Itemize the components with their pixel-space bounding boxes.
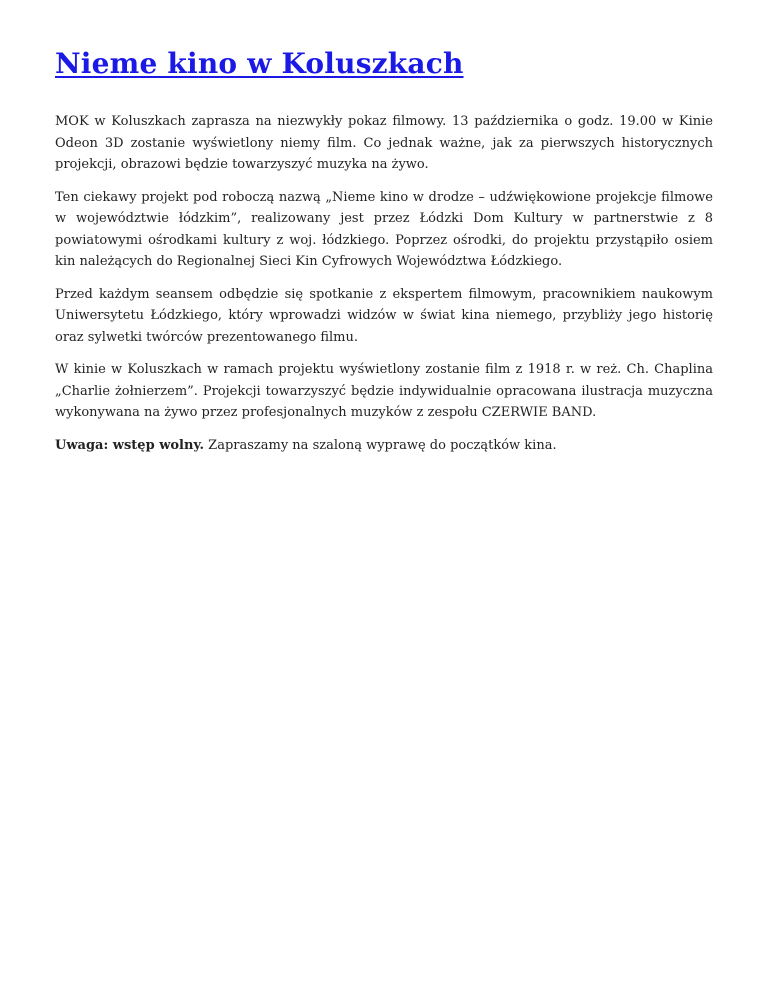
article xyxy=(55,44,713,467)
paragraph-expert: Przed każdym seansem odbędzie się spotkanie z ekspertem filmowym, pracownikiem naukowym Uniwersytetu Łódzkiego, który wprowadzi widzów w świat kina niemego, przybliży jego historię oraz sylwetki twórców prezentowanego filmu. xyxy=(55,286,713,345)
note-text: Zapraszamy na szaloną wyprawę do początków kina. xyxy=(204,437,557,453)
title-link[interactable]: Nieme kino w Koluszkach xyxy=(55,47,464,80)
paragraph-film: W kinie w Koluszkach w ramach projektu wyświetlony zostanie film z 1918 r. w reż. Ch. Chaplina „Charlie żołnierzem”. Projekcji towarzyszyć będzie indywidualnie opracowana ilustracja muzyczna wykonywana na żywo przez profesjonalnych muzyków z zespołu CZERWIE BAND. xyxy=(55,362,713,420)
note-bold: Uwaga: wstęp wolny. xyxy=(55,437,205,453)
paragraph-project: Ten ciekawy projekt pod roboczą nazwą „Nieme kino w drodze – udźwiękowione projekcje filmowe w województwie łódzkim”, realizowany jest przez Łódzki Dom Kultury w partnerstwie z 8 powiatowymi ośrodkami kultury z woj. łódzkiego. Poprzez ośrodki, do projektu przystąpiło osiem kin należących do Regionalnej Sieci Kin Cyfrowych Województwa Łódzkiego. xyxy=(55,189,713,269)
paragraph-intro: MOK w Koluszkach zaprasza na niezwykły pokaz filmowy. 13 października o godz. 19.00 w Kinie Odeon 3D zostanie wyświetlony niemy film. Co jednak ważne, jak za pierwszych historycznych projekcji, obrazowi będzie towarzyszyć muzyka na żywo. xyxy=(55,114,713,172)
page-title xyxy=(55,44,713,84)
paragraph-note xyxy=(55,435,713,457)
